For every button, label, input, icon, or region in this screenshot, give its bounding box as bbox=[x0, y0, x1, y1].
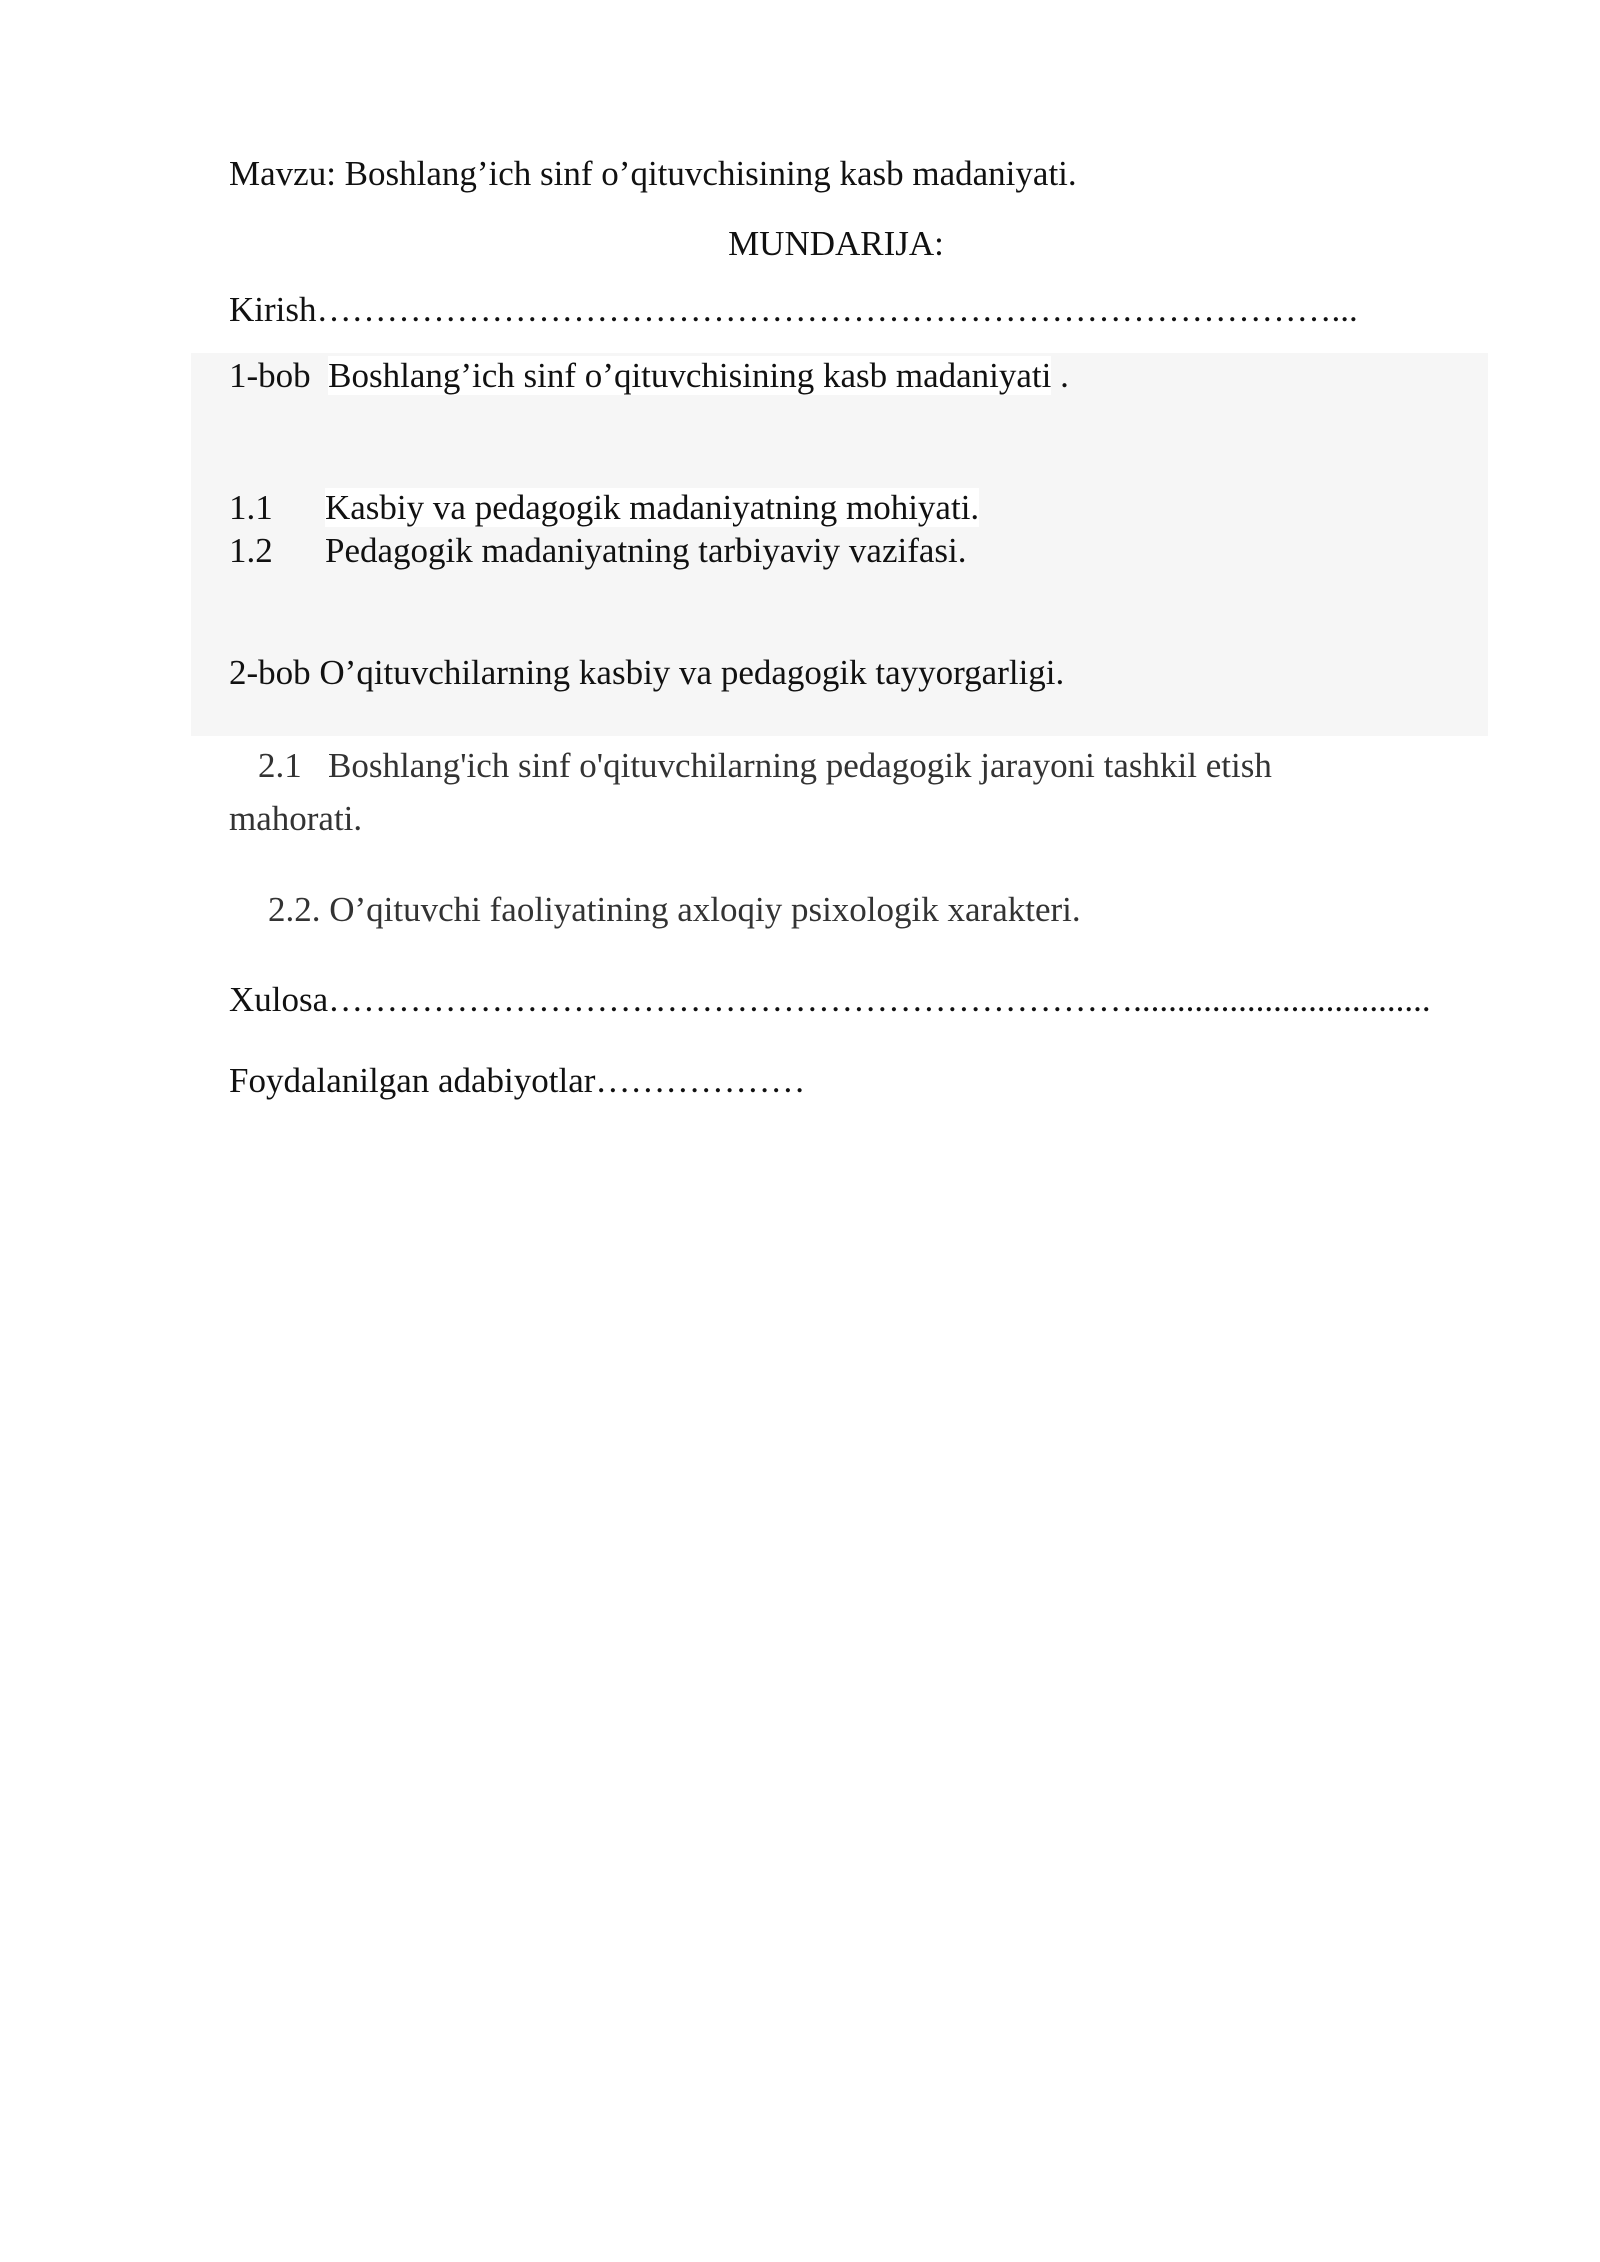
toc-entry-chapter-2: 2-bob O’qituvchilarning kasbiy va pedagogik tayyorgarligi. bbox=[229, 653, 1065, 692]
toc-heading: MUNDARIJA: bbox=[728, 224, 944, 263]
toc-entry-chapter-1 bbox=[229, 354, 1069, 398]
toc-entry-section-1-2 bbox=[229, 529, 966, 573]
section-2-1-number: 2.1 bbox=[258, 746, 302, 785]
chapter-1-title: Boshlang’ich sinf o’qituvchisining kasb madaniyati bbox=[328, 356, 1052, 395]
section-2-1-title: Boshlang'ich sinf o'qituvchilarning pedagogik jarayoni tashkil etish bbox=[328, 746, 1272, 785]
toc-entry-intro: Kirish……………………………………………………………………………... bbox=[229, 290, 1358, 329]
section-1-1-number: 1.1 bbox=[229, 488, 273, 527]
section-2-1-title-continued: mahorati. bbox=[229, 799, 363, 838]
toc-entry-section-2-2: 2.2. O’qituvchi faoliyatining axloqiy psixologik xarakteri. bbox=[268, 890, 1081, 929]
toc-entry-section-1-1 bbox=[229, 486, 979, 530]
topic-line: Mavzu: Boshlang’ich sinf o’qituvchisining kasb madaniyati. bbox=[229, 154, 1077, 193]
toc-entry-section-2-1 bbox=[258, 744, 1272, 788]
section-1-2-number: 1.2 bbox=[229, 531, 273, 570]
chapter-1-label: 1-bob bbox=[229, 356, 311, 395]
chapter-1-suffix: . bbox=[1051, 356, 1069, 395]
toc-entry-conclusion: Xulosa…………………………………………………………….................................. bbox=[229, 980, 1431, 1019]
section-1-2-title: Pedagogik madaniyatning tarbiyaviy vazifasi. bbox=[325, 531, 967, 570]
toc-entry-references: Foydalanilgan adabiyotlar……………… bbox=[229, 1061, 806, 1100]
section-1-1-title: Kasbiy va pedagogik madaniyatning mohiyati. bbox=[325, 488, 980, 527]
